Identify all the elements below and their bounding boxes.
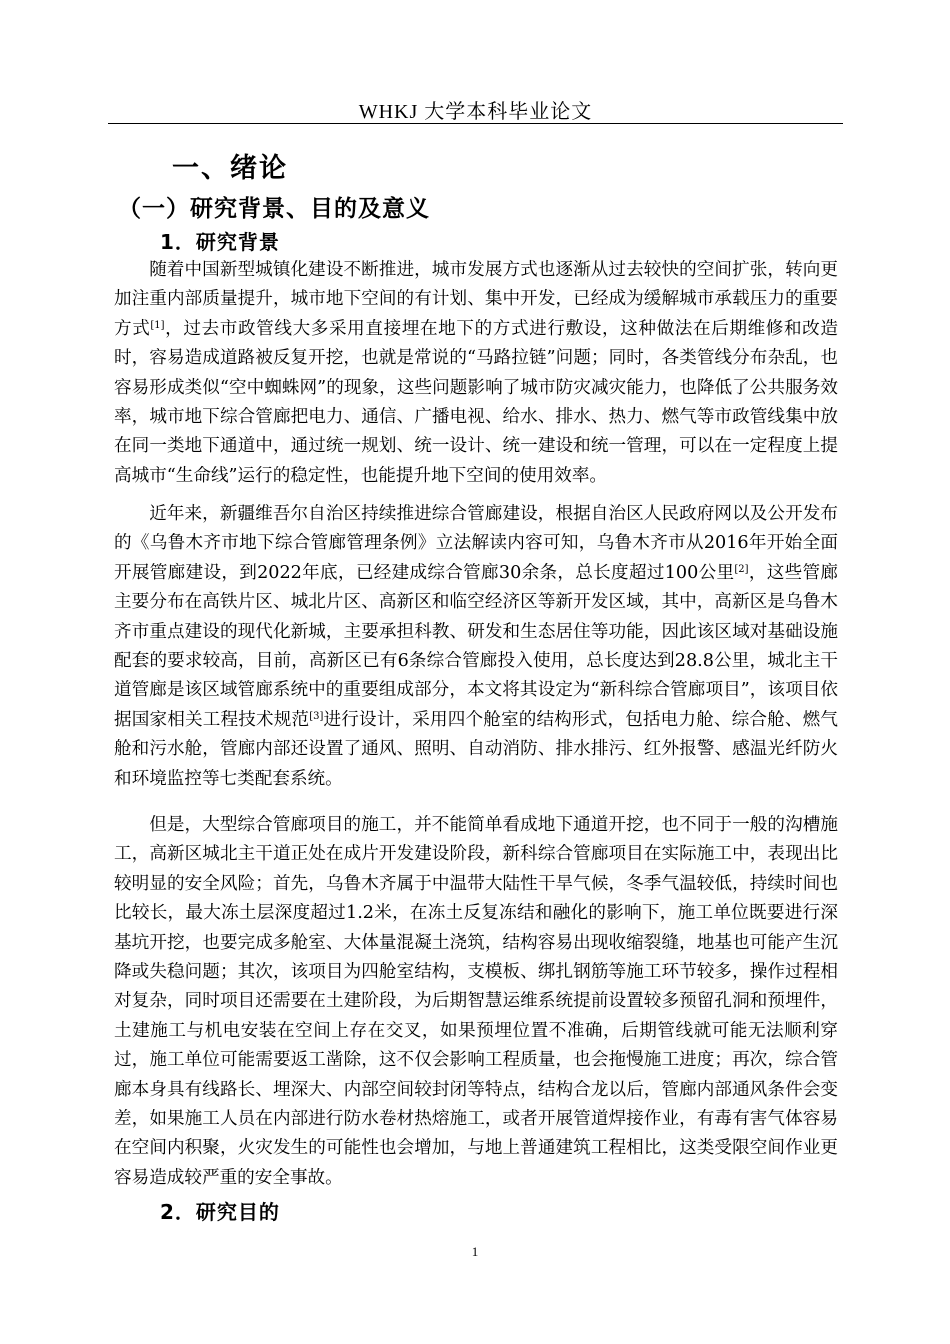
paragraph-1-text-b: ，过去市政管线大多采用直接埋在地下的方式进行敷设，这种做法在后期维修和改造时，容易造成道路被反复开挖，也就是常说的“马路拉链”问题；同时，各类管线分布杂乱，也容易形成类似“空中蜘蛛网”的现象，这些问题影响了城市防灾减灾能力，也降低了公共服务效率，城市地下综合管廊把电力、通信、广播电视、给水、排水、热力、燃气等市政管线集中放在同一类地下通道中，通过统一规划、统一设计、统一建设和统一管理，可以在一定程度上提高城市“生命线”运行的稳定性，也能提升地下空间的使用效率。	[114, 318, 838, 486]
paragraph-1-text-a: 随着中国新型城镇化建设不断推进，城市发展方式也逐渐从过去较快的空间扩张，转向更加注重内部质量提升，城市地下空间的有计划、集中开发，已经成为缓解城市承载压力的重要方式	[114, 260, 838, 339]
paragraph-2-text-a: 近年来，新疆维吾尔自治区持续推进综合管廊建设，根据自治区人民政府网以及公开发布的《乌鲁木齐市地下综合管廊管理条例》立法解读内容可知，乌鲁木齐市从2016年开始全面开展管廊建设，到2022年底，已经建成综合管廊30余条，总长度超过100公里	[114, 504, 838, 583]
running-header: WHKJ 大学本科毕业论文	[358, 101, 593, 123]
chapter-title: 一、绪论	[172, 153, 288, 184]
subsection-title-purpose: 2．研究目的	[160, 1200, 280, 1224]
citation-ref-1: [1]	[150, 319, 165, 331]
paragraph-3: 但是，大型综合管廊项目的施工，并不能简单看成地下通道开挖，也不同于一般的沟槽施工，高新区城北主干道正处在成片开发建设阶段，新科综合管廊项目在实际施工中，表现出比较明显的安全风险；首先，乌鲁木齐属于中温带大陆性干旱气候，冬季气温较低，持续时间也比较长，最大冻土层深度超过1.2米，在冻土反复冻结和融化的影响下，施工单位既要进行深基坑开挖，也要完成多舱室、大体量混凝土浇筑，结构容易出现收缩裂缝，地基也可能产生沉降或失稳问题；其次，该项目为四舱室结构，支模板、绑扎钢筋等施工环节较多，操作过程相对复杂，同时项目还需要在土建阶段，为后期智慧运维系统提前设置较多预留孔洞和预埋件，土建施工与机电安装在空间上存在交叉，如果预埋位置不准确，后期管线就可能无法顺利穿过，施工单位可能需要返工凿除，这不仅会影响工程质量，也会拖慢施工进度；再次，综合管廊本身具有线路长、埋深大、内部空间较封闭等特点，结构合龙以后，管廊内部通风条件会变差，如果施工人员在内部进行防水卷材热熔施工，或者开展管道焊接作业，有毒有害气体容易在空间内积聚，火灾发生的可能性也会增加，与地上普通建筑工程相比，这类受限空间作业更容易造成较严重的安全事故。	[114, 815, 838, 1188]
paragraph-2-text-b: ，这些管廊主要分布在高铁片区、城北片区、高新区和临空经济区等新开发区域，其中，高新区是乌鲁木齐市重点建设的现代化新城，主要承担科教、研发和生态居住等功能，因此该区域对基础设施配套的要求较高，目前，高新区已有6条综合管廊投入使用，总长度达到28.8公里，城北主干道管廊是该区域管廊系统中的重要组成部分，本文将其设定为“新科综合管廊项目”，该项目依据国家相关工程技术规范	[114, 562, 838, 730]
page-number: 1	[471, 1244, 479, 1259]
paragraph-2	[114, 500, 838, 794]
paragraph-1	[114, 256, 838, 491]
subsection-title-background: 1．研究背景	[160, 230, 280, 254]
header-rule	[108, 123, 843, 124]
citation-ref-3: [3]	[309, 710, 324, 722]
section-title: （一）研究背景、目的及意义	[118, 196, 430, 222]
paragraph-2-text-c: 进行设计，采用四个舱室的结构形式，包括电力舱、综合舱、燃气舱和污水舱，管廊内部还设置了通风、照明、自动消防、排水排污、红外报警、感温光纤防火和环境监控等七类配套系统。	[114, 709, 838, 789]
citation-ref-2: [2]	[734, 563, 749, 575]
